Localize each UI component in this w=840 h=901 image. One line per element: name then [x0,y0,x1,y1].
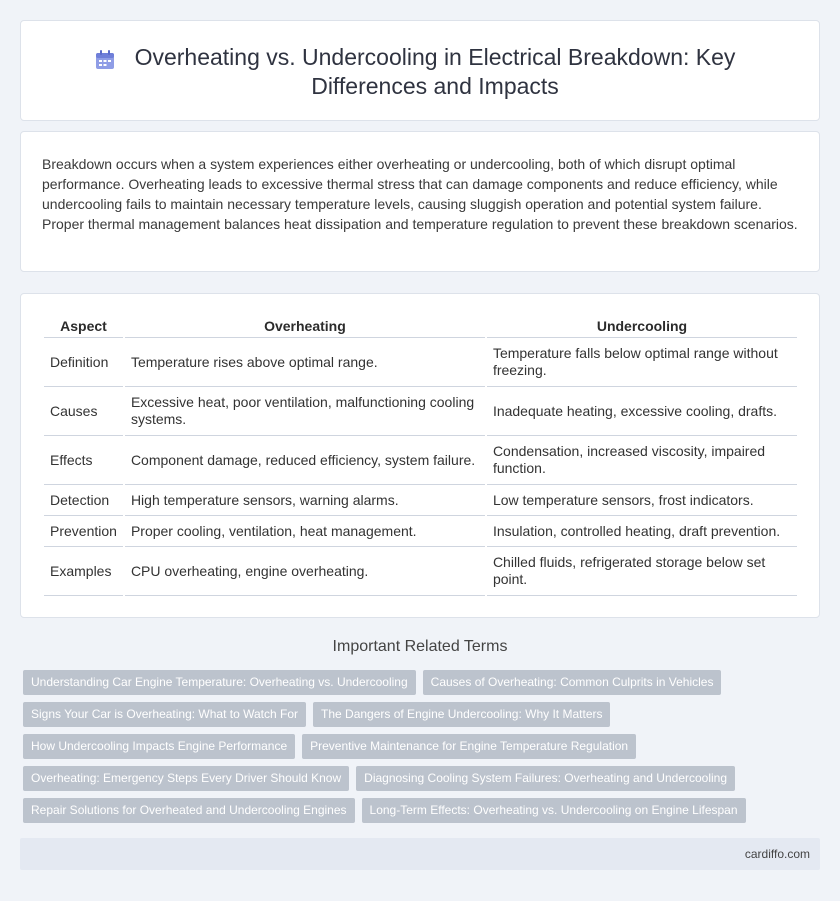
related-term-tag[interactable]: Understanding Car Engine Temperature: Overheating vs. Undercooling [23,670,416,695]
comparison-table [42,314,799,596]
tag-row [23,798,813,823]
intro-paragraph: Breakdown occurs when a system experiences either overheating or undercooling, both of which disrupt optimal performance. Overheating leads to excessive thermal stress that can damage components and reduce efficiency, while undercooling fails to maintain necessary temperature levels, causing sluggish operation and potential system failure. Proper thermal management balances heat dissipation and temperature regulation to prevent these breakdown scenarios. [42,156,798,232]
header-card [20,20,820,121]
table-row [44,338,797,387]
related-terms-tags [23,670,813,830]
table-row [44,485,797,516]
cell-overheating: Excessive heat, poor ventilation, malfunctioning cooling systems. [125,387,485,436]
column-header-aspect: Aspect [44,314,123,338]
cell-undercooling: Inadequate heating, excessive cooling, drafts. [487,387,797,436]
table-row [44,436,797,485]
comparison-table-card [20,293,820,618]
table-row [44,516,797,547]
related-term-tag[interactable]: Signs Your Car is Overheating: What to Watch For [23,702,306,727]
footer-site-name[interactable]: cardiffo.com [744,847,810,861]
related-term-tag[interactable]: Causes of Overheating: Common Culprits in Vehicles [423,670,722,695]
tag-row [23,702,813,727]
related-term-tag[interactable]: How Undercooling Impacts Engine Performance [23,734,295,759]
tag-row [23,670,813,695]
cell-undercooling: Low temperature sensors, frost indicators. [487,485,797,516]
related-term-tag[interactable]: Diagnosing Cooling System Failures: Overheating and Undercooling [356,766,735,791]
footer [20,838,820,870]
related-term-tag[interactable]: The Dangers of Engine Undercooling: Why It Matters [313,702,610,727]
cell-undercooling: Insulation, controlled heating, draft prevention. [487,516,797,547]
cell-overheating: Proper cooling, ventilation, heat management. [125,516,485,547]
column-header-undercooling: Undercooling [487,314,797,338]
cell-overheating: Temperature rises above optimal range. [125,338,485,387]
cell-aspect: Effects [44,436,123,485]
related-term-tag[interactable]: Overheating: Emergency Steps Every Driver Should Know [23,766,349,791]
cell-aspect: Examples [44,547,123,596]
column-header-overheating: Overheating [125,314,485,338]
cell-aspect: Detection [44,485,123,516]
table-header-row [44,314,797,338]
page-title: Overheating vs. Undercooling in Electrical Breakdown: Key Differences and Impacts [134,44,736,99]
cell-aspect: Prevention [44,516,123,547]
tag-row [23,734,813,759]
intro-card [20,131,820,272]
related-term-tag[interactable]: Repair Solutions for Overheated and Undercooling Engines [23,798,355,823]
cell-overheating: CPU overheating, engine overheating. [125,547,485,596]
cell-overheating: Component damage, reduced efficiency, system failure. [125,436,485,485]
cell-undercooling: Temperature falls below optimal range without freezing. [487,338,797,387]
tag-row [23,766,813,791]
cell-undercooling: Chilled fluids, refrigerated storage below set point. [487,547,797,596]
cell-aspect: Causes [44,387,123,436]
table-row [44,387,797,436]
cell-aspect: Definition [44,338,123,387]
related-terms-heading: Important Related Terms [332,638,508,655]
related-term-tag[interactable]: Preventive Maintenance for Engine Temperature Regulation [302,734,636,759]
related-term-tag[interactable]: Long-Term Effects: Overheating vs. Undercooling on Engine Lifespan [362,798,746,823]
cell-undercooling: Condensation, increased viscosity, impaired function. [487,436,797,485]
cell-overheating: High temperature sensors, warning alarms. [125,485,485,516]
table-row [44,547,797,596]
